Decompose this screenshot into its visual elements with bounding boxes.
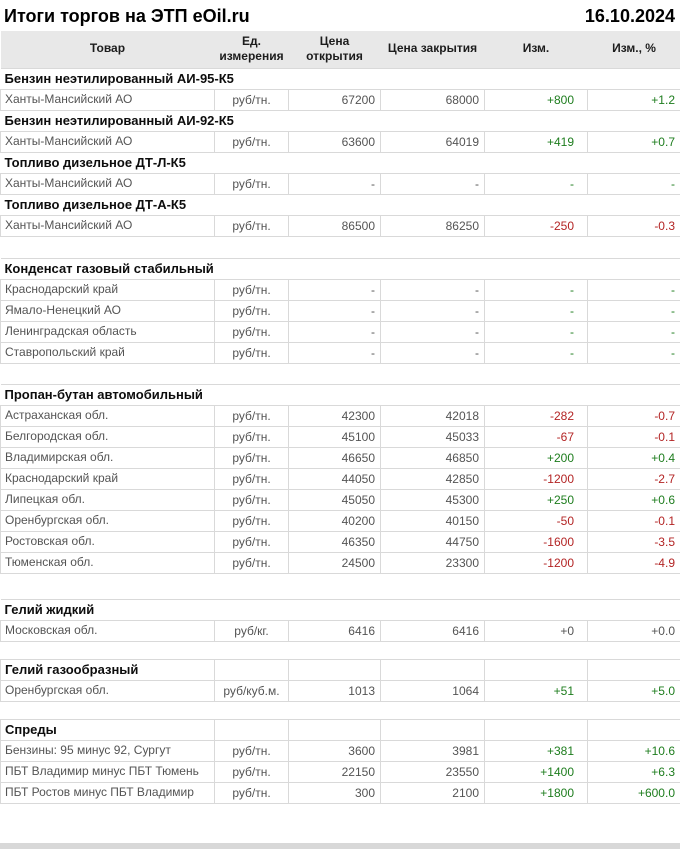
table-header (1, 31, 680, 68)
empty-open-cell (289, 719, 381, 740)
empty-change-cell (485, 719, 588, 740)
product-row (1, 531, 680, 552)
close-price-cell: 6416 (381, 620, 485, 641)
open-price-cell: - (289, 279, 381, 300)
change-pct-cell: - (588, 279, 680, 300)
close-price-cell: 23550 (381, 761, 485, 782)
change-cell: +419 (485, 131, 588, 152)
open-price-cell: 3600 (289, 740, 381, 761)
product-name-cell: Ленинградская область (1, 321, 215, 342)
product-name-cell: Краснодарский край (1, 279, 215, 300)
close-price-cell: - (381, 321, 485, 342)
change-cell: -250 (485, 215, 588, 236)
product-row (1, 447, 680, 468)
section-header-row (1, 110, 680, 131)
change-pct-cell: -0.1 (588, 510, 680, 531)
product-name-cell: Оренбургская обл. (1, 510, 215, 531)
open-price-cell: 86500 (289, 215, 381, 236)
section-header-row (1, 68, 680, 89)
change-cell: +0 (485, 620, 588, 641)
close-price-cell: - (381, 342, 485, 363)
close-price-cell: 45033 (381, 426, 485, 447)
product-name-cell: Ростовская обл. (1, 531, 215, 552)
product-row (1, 300, 680, 321)
close-price-cell: - (381, 279, 485, 300)
open-price-cell: 42300 (289, 405, 381, 426)
change-cell: - (485, 279, 588, 300)
product-name-cell: Ханты-Мансийский АО (1, 89, 215, 110)
change-pct-cell: -0.7 (588, 405, 680, 426)
open-price-cell: 44050 (289, 468, 381, 489)
change-cell: +1400 (485, 761, 588, 782)
section-title: Топливо дизельное ДТ-Л-К5 (1, 152, 680, 173)
product-name-cell: Ставропольский край (1, 342, 215, 363)
change-cell: - (485, 321, 588, 342)
change-cell: +200 (485, 447, 588, 468)
results-table (0, 31, 680, 804)
change-cell: +1800 (485, 782, 588, 803)
unit-cell: руб/тн. (215, 552, 289, 573)
close-price-cell: 40150 (381, 510, 485, 531)
change-pct-cell: -0.3 (588, 215, 680, 236)
close-price-cell: 42018 (381, 405, 485, 426)
col-header-unit: Ед. измерения (215, 31, 289, 68)
open-price-cell: 22150 (289, 761, 381, 782)
section-title: Бензин неэтилированный АИ-95-К5 (1, 68, 680, 89)
product-row (1, 489, 680, 510)
change-cell: +381 (485, 740, 588, 761)
unit-cell: руб/тн. (215, 405, 289, 426)
open-price-cell: - (289, 342, 381, 363)
unit-cell: руб/тн. (215, 468, 289, 489)
section-header-row (1, 719, 680, 740)
unit-cell: руб/тн. (215, 279, 289, 300)
product-row (1, 173, 680, 194)
unit-cell: руб/тн. (215, 426, 289, 447)
section-gap-cell (1, 363, 680, 384)
open-price-cell: - (289, 321, 381, 342)
unit-cell: руб/тн. (215, 761, 289, 782)
product-row (1, 620, 680, 641)
change-cell: -50 (485, 510, 588, 531)
close-price-cell: 64019 (381, 131, 485, 152)
column-header-row (1, 31, 680, 68)
product-row (1, 761, 680, 782)
product-row (1, 680, 680, 701)
open-price-cell: 40200 (289, 510, 381, 531)
product-name-cell: Оренбургская обл. (1, 680, 215, 701)
unit-cell: руб/тн. (215, 489, 289, 510)
open-price-cell: 46650 (289, 447, 381, 468)
empty-change-cell (485, 659, 588, 680)
close-price-cell: 68000 (381, 89, 485, 110)
product-row (1, 510, 680, 531)
product-row (1, 782, 680, 803)
section-header-row (1, 194, 680, 215)
section-gap (1, 641, 680, 659)
section-title: Топливо дизельное ДТ-А-К5 (1, 194, 680, 215)
product-row (1, 131, 680, 152)
bottom-bar (0, 843, 680, 849)
change-cell: -1200 (485, 552, 588, 573)
section-gap (1, 573, 680, 599)
unit-cell: руб/тн. (215, 300, 289, 321)
product-name-cell: ПБТ Владимир минус ПБТ Тюмень (1, 761, 215, 782)
change-pct-cell: +1.2 (588, 89, 680, 110)
empty-pct-cell (588, 719, 680, 740)
section-gap (1, 236, 680, 258)
open-price-cell: 45050 (289, 489, 381, 510)
close-price-cell: 23300 (381, 552, 485, 573)
product-name-cell: Липецкая обл. (1, 489, 215, 510)
section-title: Спреды (1, 719, 215, 740)
product-row (1, 342, 680, 363)
product-row (1, 468, 680, 489)
product-name-cell: Бензины: 95 минус 92, Сургут (1, 740, 215, 761)
section-gap-cell (1, 701, 680, 719)
product-row (1, 215, 680, 236)
product-name-cell: Тюменская обл. (1, 552, 215, 573)
report-date: 16.10.2024 (584, 6, 675, 26)
open-price-cell: 46350 (289, 531, 381, 552)
change-cell: -67 (485, 426, 588, 447)
col-header-change-pct: Изм., % (588, 31, 680, 68)
close-price-cell: 46850 (381, 447, 485, 468)
product-name-cell: Московская обл. (1, 620, 215, 641)
product-name-cell: ПБТ Ростов минус ПБТ Владимир (1, 782, 215, 803)
close-price-cell: 42850 (381, 468, 485, 489)
section-title: Пропан-бутан автомобильный (1, 384, 680, 405)
close-price-cell: 2100 (381, 782, 485, 803)
change-pct-cell: +600.0 (588, 782, 680, 803)
change-pct-cell: - (588, 300, 680, 321)
change-cell: - (485, 342, 588, 363)
open-price-cell: 63600 (289, 131, 381, 152)
change-pct-cell: +5.0 (588, 680, 680, 701)
close-price-cell: 44750 (381, 531, 485, 552)
unit-cell: руб/тн. (215, 740, 289, 761)
open-price-cell: - (289, 173, 381, 194)
change-pct-cell: +6.3 (588, 761, 680, 782)
results-table-body (1, 68, 680, 803)
unit-cell: руб/тн. (215, 131, 289, 152)
change-cell: - (485, 173, 588, 194)
unit-cell: руб/тн. (215, 321, 289, 342)
page-title: Итоги торгов на ЭТП eOil.ru (4, 6, 250, 26)
empty-close-cell (381, 659, 485, 680)
unit-cell: руб/кг. (215, 620, 289, 641)
section-title: Гелий газообразный (1, 659, 215, 680)
change-pct-cell: +0.7 (588, 131, 680, 152)
change-cell: - (485, 300, 588, 321)
change-pct-cell: - (588, 173, 680, 194)
col-header-close-price: Цена закрытия (381, 31, 485, 68)
open-price-cell: - (289, 300, 381, 321)
section-gap-cell (1, 573, 680, 599)
change-pct-cell: +0.0 (588, 620, 680, 641)
unit-cell: руб/тн. (215, 510, 289, 531)
close-price-cell: - (381, 300, 485, 321)
section-gap (1, 701, 680, 719)
change-pct-cell: -0.1 (588, 426, 680, 447)
open-price-cell: 45100 (289, 426, 381, 447)
product-name-cell: Астраханская обл. (1, 405, 215, 426)
section-header-row (1, 384, 680, 405)
close-price-cell: 1064 (381, 680, 485, 701)
open-price-cell: 24500 (289, 552, 381, 573)
section-title: Конденсат газовый стабильный (1, 258, 680, 279)
col-header-change: Изм. (485, 31, 588, 68)
product-row (1, 552, 680, 573)
empty-open-cell (289, 659, 381, 680)
titlebar (0, 0, 680, 31)
product-row (1, 321, 680, 342)
close-price-cell: 45300 (381, 489, 485, 510)
product-name-cell: Владимирская обл. (1, 447, 215, 468)
product-row (1, 279, 680, 300)
open-price-cell: 300 (289, 782, 381, 803)
change-cell: +51 (485, 680, 588, 701)
change-pct-cell: -4.9 (588, 552, 680, 573)
section-title: Бензин неэтилированный АИ-92-К5 (1, 110, 680, 131)
product-name-cell: Ханты-Мансийский АО (1, 131, 215, 152)
section-header-row (1, 152, 680, 173)
change-pct-cell: - (588, 342, 680, 363)
change-cell: +250 (485, 489, 588, 510)
empty-close-cell (381, 719, 485, 740)
unit-cell: руб/тн. (215, 782, 289, 803)
change-cell: -1600 (485, 531, 588, 552)
section-header-row (1, 258, 680, 279)
change-cell: -282 (485, 405, 588, 426)
empty-unit-cell (215, 719, 289, 740)
product-name-cell: Белгородская обл. (1, 426, 215, 447)
col-header-open-price: Цена открытия (289, 31, 381, 68)
col-header-product: Товар (1, 31, 215, 68)
change-cell: +800 (485, 89, 588, 110)
change-pct-cell: -2.7 (588, 468, 680, 489)
unit-cell: руб/тн. (215, 531, 289, 552)
empty-unit-cell (215, 659, 289, 680)
change-cell: -1200 (485, 468, 588, 489)
section-header-row (1, 659, 680, 680)
close-price-cell: 3981 (381, 740, 485, 761)
product-row (1, 405, 680, 426)
empty-pct-cell (588, 659, 680, 680)
open-price-cell: 67200 (289, 89, 381, 110)
product-name-cell: Ямало-Ненецкий АО (1, 300, 215, 321)
change-pct-cell: +0.6 (588, 489, 680, 510)
open-price-cell: 1013 (289, 680, 381, 701)
unit-cell: руб/тн. (215, 342, 289, 363)
change-pct-cell: -3.5 (588, 531, 680, 552)
unit-cell: руб/тн. (215, 173, 289, 194)
product-name-cell: Краснодарский край (1, 468, 215, 489)
change-pct-cell: +0.4 (588, 447, 680, 468)
unit-cell: руб/тн. (215, 215, 289, 236)
product-name-cell: Ханты-Мансийский АО (1, 173, 215, 194)
close-price-cell: - (381, 173, 485, 194)
unit-cell: руб/тн. (215, 447, 289, 468)
product-name-cell: Ханты-Мансийский АО (1, 215, 215, 236)
section-gap-cell (1, 236, 680, 258)
section-gap-cell (1, 641, 680, 659)
section-title: Гелий жидкий (1, 599, 680, 620)
product-row (1, 740, 680, 761)
change-pct-cell: +10.6 (588, 740, 680, 761)
unit-cell: руб/куб.м. (215, 680, 289, 701)
product-row (1, 426, 680, 447)
close-price-cell: 86250 (381, 215, 485, 236)
change-pct-cell: - (588, 321, 680, 342)
section-header-row (1, 599, 680, 620)
product-row (1, 89, 680, 110)
section-gap (1, 363, 680, 384)
unit-cell: руб/тн. (215, 89, 289, 110)
open-price-cell: 6416 (289, 620, 381, 641)
